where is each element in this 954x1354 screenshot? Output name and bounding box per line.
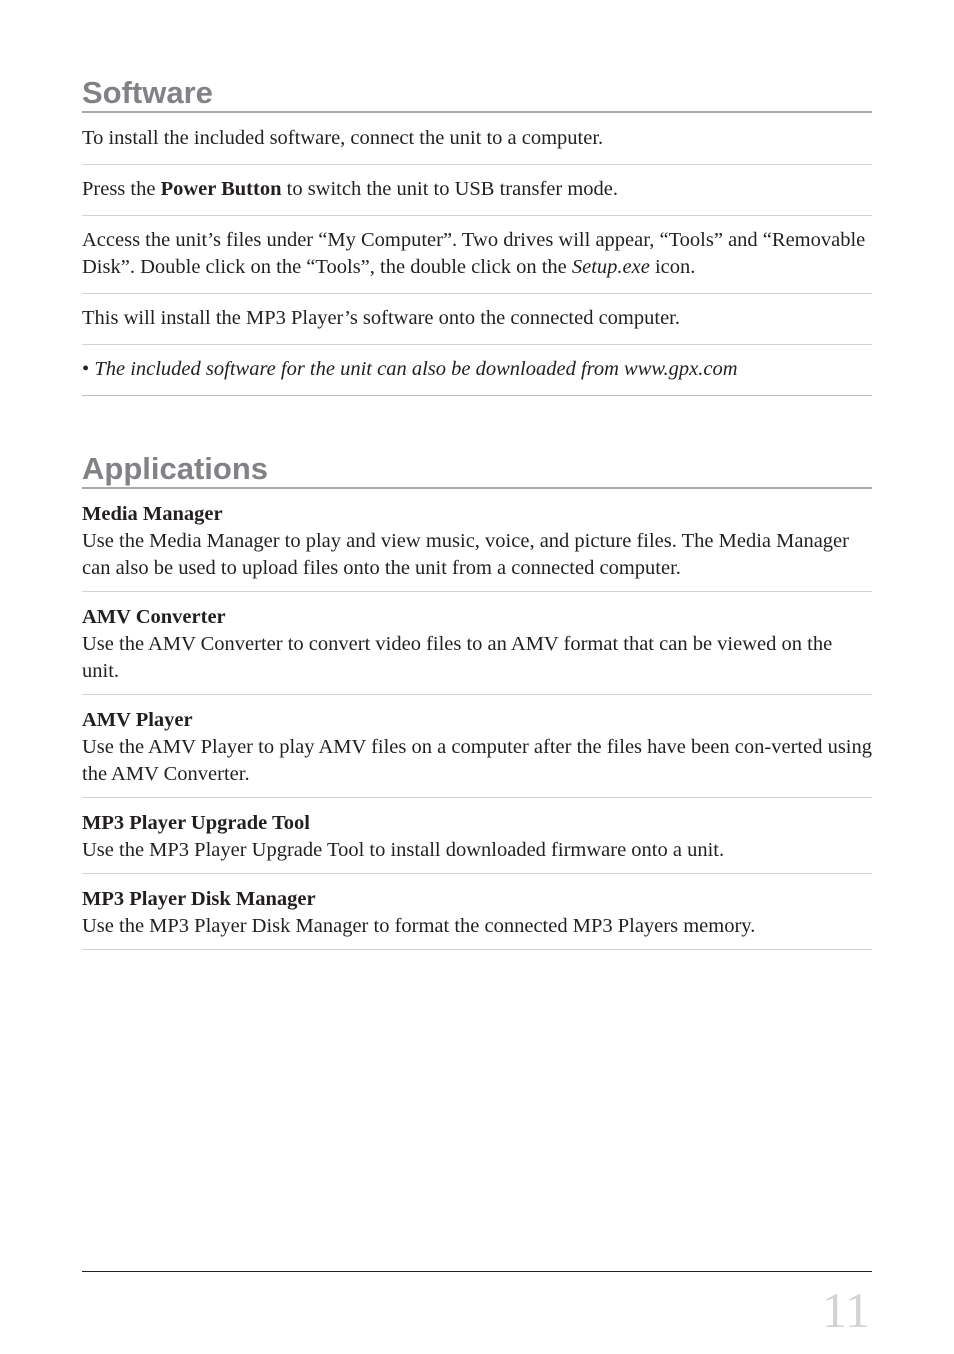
download-note-text: The included software for the unit can also be downloaded from www.gpx.com — [94, 358, 738, 380]
app-name: Media Manager — [82, 503, 223, 525]
app-name: AMV Converter — [82, 606, 226, 628]
software-step-power — [82, 165, 872, 216]
section-title-applications: Applications — [82, 452, 872, 489]
software-step-text: This will install the MP3 Player’s software onto the connected computer. — [82, 307, 680, 329]
app-description: Use the MP3 Player Upgrade Tool to install downloaded firmware onto a unit. — [82, 839, 725, 861]
page-number: 11 — [821, 1282, 870, 1338]
software-step-access — [82, 216, 872, 294]
app-description: Use the MP3 Player Disk Manager to format the connected MP3 Players memory. — [82, 915, 756, 937]
power-button-term: Power Button — [160, 178, 282, 200]
app-description: Use the Media Manager to play and view music, voice, and picture files. The Media Manager can also be used to upload files onto the unit from a connected computer. — [82, 530, 849, 579]
software-step-text: Access the unit’s files under “My Computer”. Two drives will appear, “Tools” and “Removable Disk”. Double click on the “Tools”, the double click on the — [82, 229, 866, 278]
app-description: Use the AMV Converter to convert video files to an AMV format that can be viewed on the unit. — [82, 633, 833, 682]
app-amv-converter — [82, 592, 872, 695]
footer-rule — [82, 1271, 872, 1272]
app-upgrade-tool — [82, 798, 872, 874]
software-step-text: to switch the unit to USB transfer mode. — [281, 178, 618, 200]
section-title-software: Software — [82, 76, 872, 113]
bullet: • — [82, 358, 95, 380]
app-name: AMV Player — [82, 709, 193, 731]
software-step-text: Press the — [82, 178, 161, 200]
app-description: Use the AMV Player to play AMV files on a computer after the files have been con-verted using the AMV Converter. — [82, 736, 872, 785]
app-name: MP3 Player Disk Manager — [82, 888, 316, 910]
software-step-install — [82, 294, 872, 345]
app-disk-manager — [82, 874, 872, 950]
software-step-text: To install the included software, connect the unit to a computer. — [82, 127, 604, 149]
page-content — [82, 76, 872, 950]
software-download-note — [82, 345, 872, 396]
app-name: MP3 Player Upgrade Tool — [82, 812, 310, 834]
software-step-text: icon. — [649, 256, 696, 278]
app-media-manager — [82, 489, 872, 592]
software-step-connect — [82, 113, 872, 165]
app-amv-player — [82, 695, 872, 798]
setup-exe-term: Setup.exe — [571, 256, 650, 278]
